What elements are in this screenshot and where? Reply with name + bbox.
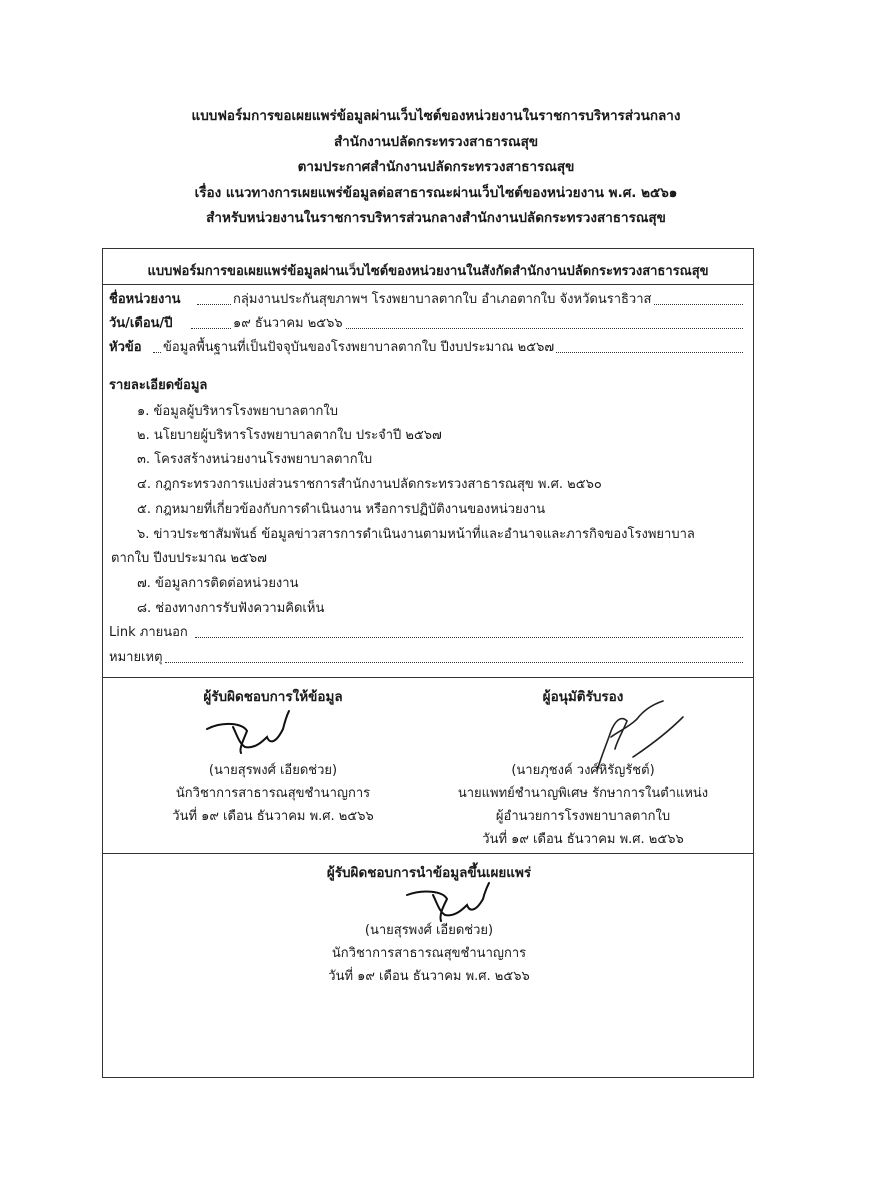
approver-position: นายแพทย์ชำนาญพิเศษ รักษาการในตำแหน่ง — [457, 786, 709, 801]
header-line-5: สำหรับหน่วยงานในราชการบริหารส่วนกลางสำนักงานปลัดกระทรวงสาธารณสุข — [206, 210, 666, 226]
approver-name: (นายภุชงค์ วงศ์หิรัญรัชต์) — [511, 763, 655, 778]
provider-title: ผู้รับผิดชอบการให้ข้อมูล — [203, 689, 343, 705]
approver-title: ผู้อนุมัติรับรอง — [542, 689, 624, 705]
form-title: แบบฟอร์มการขอเผยแพร่ข้อมูลผ่านเว็บไซต์ของหน่วยงานในสังกัดสำนักงานปลัดกระทรวงสาธารณสุข — [147, 264, 709, 279]
header-line-2: สำนักงานปลัดกระทรวงสาธารณสุข — [333, 133, 539, 150]
approver-position-2: ผู้อำนวยการโรงพยาบาลตากใบ — [495, 809, 671, 824]
detail-item-6-continued: ตากใบ ปีงบประมาณ ๒๕๖๗ — [111, 551, 267, 566]
detail-item-8: ๘. ช่องทางการรับฟังความคิดเห็น — [137, 601, 325, 616]
provider-date: วันที่ ๑๙ เดือน ธันวาคม พ.ศ. ๒๕๖๖ — [172, 809, 374, 824]
provider-name: (นายสุรพงศ์ เอียดช่วย) — [208, 763, 338, 778]
note-label: หมายเหตุ — [109, 650, 163, 665]
header-line-3: ตามประกาศสำนักงานปลัดกระทรวงสาธารณสุข — [297, 159, 575, 175]
signatures-divider — [103, 853, 753, 854]
unit-label: ชื่อหน่วยงาน — [109, 292, 181, 307]
header-line-4: เรื่อง แนวทางการเผยแพร่ข้อมูลต่อสาธารณะผ่านเว็บไซต์ของหน่วยงาน พ.ศ. ๒๕๖๑ — [194, 184, 678, 201]
detail-item-6: ๖. ข่าวประชาสัมพันธ์ ข้อมูลข่าวสารการดำเนินงานตามหน้าที่และอำนาจและภารกิจของโรงพยาบาล — [137, 527, 695, 542]
form-frame — [102, 248, 754, 1078]
topic-value: ข้อมูลพื้นฐานที่เป็นปัจจุบันของโรงพยาบาลตากใบ ปีงบประมาณ ๒๕๖๗ — [161, 336, 556, 357]
details-heading: รายละเอียดข้อมูล — [109, 378, 208, 393]
detail-item-4: ๔. กฎกระทรวงการแบ่งส่วนราชการสำนักงานปลัดกระทรวงสาธารณสุข พ.ศ. ๒๕๖๐ — [137, 477, 602, 492]
title-divider — [103, 284, 753, 285]
details-divider — [103, 677, 753, 678]
link-dotted-line — [195, 637, 743, 638]
note-dotted-line — [165, 662, 743, 663]
publisher-position: นักวิชาการสาธารณสุขชำนาญการ — [331, 946, 527, 961]
detail-item-5: ๕. กฎหมายที่เกี่ยวข้องกับการดำเนินงาน หรือการปฏิบัติงานของหน่วยงาน — [137, 502, 546, 517]
link-label: Link ภายนอก — [109, 625, 188, 640]
date-label: วัน/เดือน/ปี — [109, 316, 173, 331]
approver-signature-image — [581, 697, 691, 777]
date-value: ๑๙ ธันวาคม ๒๕๖๖ — [231, 312, 345, 333]
unit-value: กลุ่มงานประกันสุขภาพฯ โรงพยาบาลตากใบ อำเภอตากใบ จังหวัดนราธิวาส — [231, 288, 653, 309]
provider-signature-image — [203, 707, 293, 757]
detail-item-1: ๑. ข้อมูลผู้บริหารโรงพยาบาลตากใบ — [137, 404, 338, 419]
topic-label: หัวข้อ — [109, 340, 142, 355]
publisher-date: วันที่ ๑๙ เดือน ธันวาคม พ.ศ. ๒๕๖๖ — [328, 969, 530, 984]
approver-date: วันที่ ๑๙ เดือน ธันวาคม พ.ศ. ๒๕๖๖ — [482, 832, 684, 847]
detail-item-2: ๒. นโยบายผู้บริหารโรงพยาบาลตากใบ ประจำปี ๒๕๖๗ — [137, 428, 442, 443]
header-line-1: แบบฟอร์มการขอเผยแพร่ข้อมูลผ่านเว็บไซต์ของหน่วยงานในราชการบริหารส่วนกลาง — [191, 108, 681, 124]
publisher-title: ผู้รับผิดชอบการนำข้อมูลขึ้นเผยแพร่ — [326, 865, 532, 881]
publisher-name: (นายสุรพงศ์ เอียดช่วย) — [364, 923, 494, 938]
detail-item-3: ๓. โครงสร้างหน่วยงานโรงพยาบาลตากใบ — [137, 452, 373, 467]
publisher-signature-image — [403, 881, 493, 925]
detail-item-7: ๗. ข้อมูลการติดต่อหน่วยงาน — [137, 576, 299, 591]
document-header — [0, 104, 872, 232]
provider-position: นักวิชาการสาธารณสุขชำนาญการ — [175, 786, 371, 801]
